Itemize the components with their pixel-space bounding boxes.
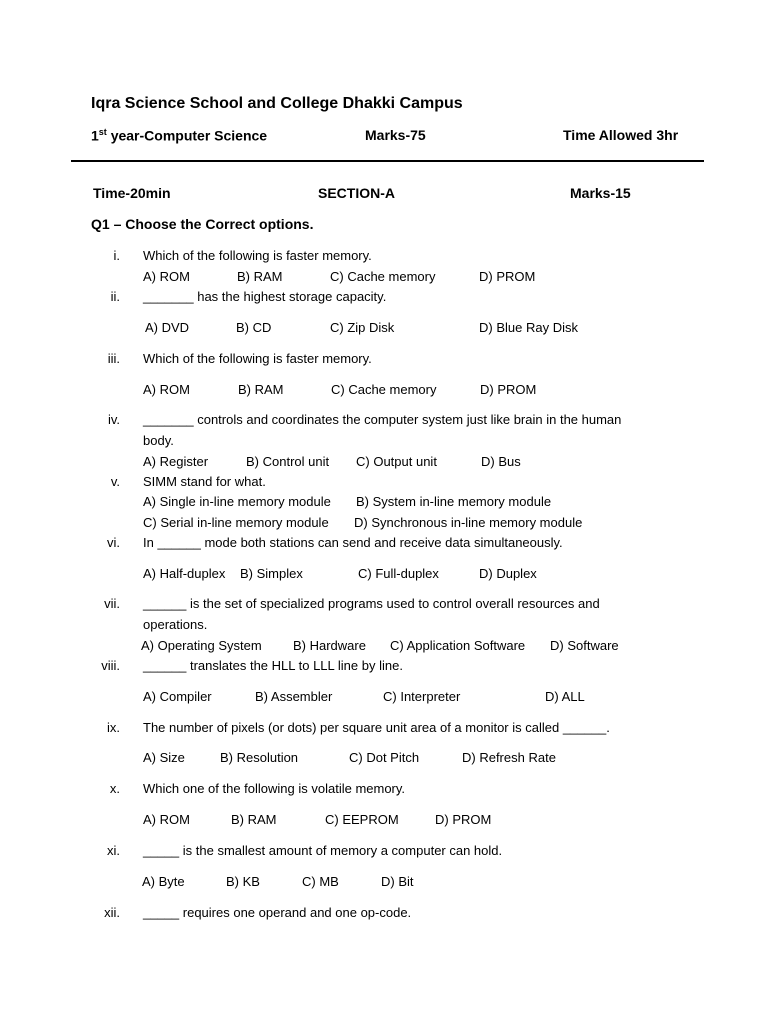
q1-title: Q1 – Choose the Correct options. — [91, 216, 314, 232]
year-subject — [91, 127, 267, 144]
question-text: ______ is the set of specialized programs used to control overall resources and — [143, 596, 600, 611]
option-b: B) System in-line memory module — [356, 494, 552, 509]
option-b: B) CD — [236, 320, 272, 335]
option-a: A) Byte — [142, 874, 185, 889]
question-number: xi. — [107, 843, 120, 858]
option-d: D) PROM — [479, 269, 536, 284]
total-marks: Marks-75 — [365, 127, 426, 143]
school-title: Iqra Science School and College Dhakki Campus — [91, 95, 463, 112]
question-number: ix. — [107, 720, 120, 735]
option-c: C) Zip Disk — [330, 320, 395, 335]
option-c: C) MB — [302, 874, 339, 889]
section-name: SECTION-A — [318, 185, 395, 201]
option-a: A) Operating System — [141, 638, 262, 653]
question-text: The number of pixels (or dots) per square unit area of a monitor is called ______. — [143, 720, 610, 735]
option-a: A) Register — [143, 454, 209, 469]
question-number: viii. — [101, 658, 120, 673]
year-subject-text: year-Computer Science — [106, 127, 268, 144]
option-b: B) Resolution — [220, 750, 299, 765]
option-d: D) PROM — [480, 382, 537, 397]
option-d: D) ALL — [545, 689, 585, 704]
option-a: A) Single in-line memory module — [143, 494, 331, 509]
question-text: Which of the following is faster memory. — [143, 248, 372, 263]
option-c: C) Full-duplex — [358, 566, 439, 581]
header-divider — [71, 160, 704, 162]
question-number: v. — [110, 474, 120, 489]
option-a: A) ROM — [143, 269, 190, 284]
question-text: In ______ mode both stations can send and receive data simultaneously. — [143, 535, 563, 550]
option-b: B) Assembler — [255, 689, 333, 704]
question-number: vii. — [104, 596, 120, 611]
option-c: C) Output unit — [356, 454, 437, 469]
question-number: iv. — [107, 412, 120, 427]
option-c: C) Cache memory — [331, 382, 437, 397]
option-d: D) Bus — [481, 454, 521, 469]
option-a: A) ROM — [143, 382, 190, 397]
option-c: C) EEPROM — [325, 812, 399, 827]
option-b: B) Simplex — [240, 566, 303, 581]
option-c: C) Dot Pitch — [349, 750, 420, 765]
question-text-continued: body. — [143, 433, 174, 448]
question-text-continued: operations. — [143, 617, 208, 632]
option-b: B) RAM — [231, 812, 277, 827]
question-text: _____ requires one operand and one op-code. — [143, 905, 412, 920]
option-d: D) PROM — [435, 812, 492, 827]
section-time: Time-20min — [93, 185, 171, 201]
option-d: D) Software — [550, 638, 619, 653]
option-b: B) RAM — [238, 382, 284, 397]
option-a: A) ROM — [143, 812, 190, 827]
option-b: B) RAM — [237, 269, 283, 284]
option-d: D) Duplex — [479, 566, 537, 581]
question-text: _______ controls and coordinates the computer system just like brain in the human — [143, 412, 622, 427]
year-superscript: st — [98, 127, 107, 137]
question-text: _____ is the smallest amount of memory a computer can hold. — [143, 843, 503, 858]
option-a: A) Compiler — [143, 689, 212, 704]
question-text: _______ has the highest storage capacity. — [143, 289, 387, 304]
question-number: iii. — [107, 351, 120, 366]
section-marks: Marks-15 — [570, 185, 631, 201]
question-number: x. — [109, 781, 120, 796]
question-number: xii. — [104, 905, 120, 920]
question-number: vi. — [107, 535, 120, 550]
question-text: Which one of the following is volatile memory. — [143, 781, 406, 796]
option-b: B) Hardware — [293, 638, 366, 653]
question-text: ______ translates the HLL to LLL line by line. — [143, 658, 403, 673]
time-allowed: Time Allowed 3hr — [563, 127, 679, 143]
option-c: C) Application Software — [390, 638, 526, 653]
option-d: D) Refresh Rate — [462, 750, 556, 765]
year-number: 1 — [91, 127, 99, 144]
option-a: A) Half-duplex — [143, 566, 226, 581]
option-a: A) DVD — [145, 320, 190, 335]
question-text: SIMM stand for what. — [143, 474, 266, 489]
option-a: A) Size — [143, 750, 185, 765]
option-d: D) Blue Ray Disk — [479, 320, 578, 335]
option-c: C) Serial in-line memory module — [143, 515, 329, 530]
question-number: ii. — [110, 289, 120, 304]
question-text: Which of the following is faster memory. — [143, 351, 372, 366]
option-b: B) KB — [226, 874, 260, 889]
question-number: i. — [113, 248, 120, 263]
option-b: B) Control unit — [246, 454, 330, 469]
option-c: C) Cache memory — [330, 269, 436, 284]
option-d: D) Bit — [381, 874, 414, 889]
option-d: D) Synchronous in-line memory module — [354, 515, 583, 530]
option-c: C) Interpreter — [383, 689, 461, 704]
